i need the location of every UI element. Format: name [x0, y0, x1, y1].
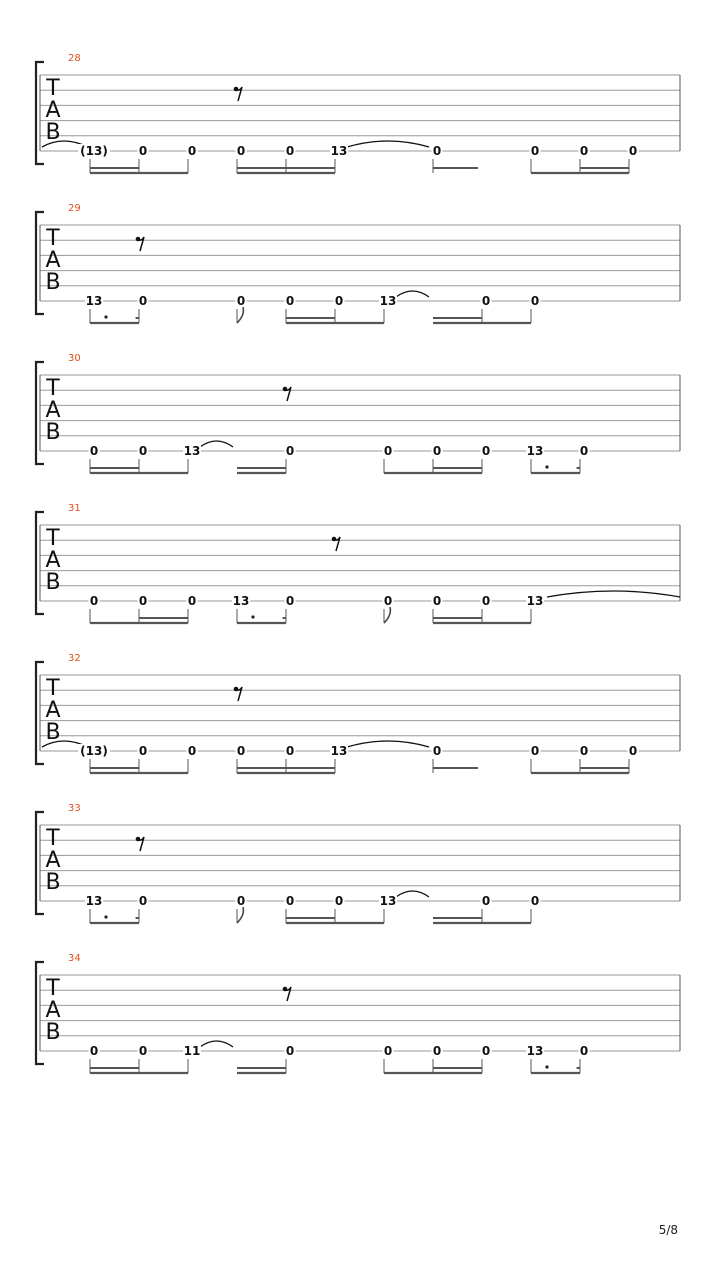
fret-number: 0	[138, 294, 148, 308]
tab-systems	[36, 53, 680, 1073]
tie-out-arc	[547, 591, 680, 597]
fret-number: 13	[330, 144, 348, 158]
tab-clef-letter: A	[45, 548, 61, 573]
fret-number: (13)	[80, 744, 108, 758]
note-flag	[237, 307, 243, 323]
tab-clef-letter: A	[45, 98, 61, 123]
fret-number: 0	[481, 444, 491, 458]
fret-number: 0	[628, 144, 638, 158]
tab-clef-letter: A	[45, 848, 61, 873]
tie-arc	[396, 291, 429, 297]
fret-number: 13	[85, 894, 103, 908]
fret-number: 13	[526, 1044, 544, 1058]
fret-number: 13	[526, 444, 544, 458]
fret-number: 0	[138, 744, 148, 758]
measure-number: 33	[68, 803, 81, 814]
fret-number: 0	[236, 144, 246, 158]
fret-number: 0	[530, 294, 540, 308]
fret-number: 0	[138, 444, 148, 458]
measure-number: 30	[68, 353, 81, 364]
tab-system	[36, 53, 680, 173]
tie-arc	[347, 741, 429, 747]
tab-clef-letter: B	[45, 870, 61, 895]
fret-number: 0	[334, 294, 344, 308]
measure-number: 29	[68, 203, 81, 214]
tab-clef-letter: B	[45, 420, 61, 445]
fret-number: 0	[579, 444, 589, 458]
fret-number: 0	[285, 444, 295, 458]
fret-number: 11	[183, 1044, 201, 1058]
tab-clef-letter: A	[45, 248, 61, 273]
tab-clef-letter: B	[45, 120, 61, 145]
tab-clef-letter: A	[45, 998, 61, 1023]
tab-clef-letter: B	[45, 720, 61, 745]
fret-number: 0	[236, 744, 246, 758]
tab-system	[36, 353, 680, 473]
tie-arc	[396, 891, 429, 897]
fret-number: 0	[187, 744, 197, 758]
tie-arc	[200, 441, 233, 447]
fret-number: 0	[89, 594, 99, 608]
tab-system	[36, 953, 680, 1073]
fret-number: 0	[138, 594, 148, 608]
tab-clef-letter: T	[46, 76, 60, 101]
fret-number: 0	[187, 144, 197, 158]
fret-number: 13	[526, 594, 544, 608]
fret-number: 0	[530, 894, 540, 908]
measure-number: 28	[68, 53, 81, 64]
tab-clef-letter: T	[46, 376, 60, 401]
fret-number: 0	[187, 594, 197, 608]
page-number: 5/8	[658, 1223, 678, 1237]
fret-number: 0	[530, 744, 540, 758]
fret-number: 0	[334, 894, 344, 908]
fret-number: 0	[432, 1044, 442, 1058]
measure-number: 32	[68, 653, 81, 664]
fret-number: 0	[285, 744, 295, 758]
tab-clef-letter: B	[45, 1020, 61, 1045]
fret-number: 0	[89, 444, 99, 458]
measure-number: 34	[68, 953, 81, 964]
tab-clef-letter: A	[45, 398, 61, 423]
fret-number: (13)	[80, 144, 108, 158]
fret-number: 0	[481, 594, 491, 608]
tab-clef-letter: T	[46, 676, 60, 701]
tab-system	[36, 653, 680, 773]
fret-number: 0	[285, 894, 295, 908]
fret-number: 13	[183, 444, 201, 458]
fret-number: 13	[232, 594, 250, 608]
fret-number: 0	[579, 144, 589, 158]
fret-number: 0	[138, 894, 148, 908]
fret-number: 0	[285, 1044, 295, 1058]
rhythm-dot	[545, 465, 548, 468]
fret-number: 13	[330, 744, 348, 758]
fret-number: 13	[379, 294, 397, 308]
tab-clef-letter: B	[45, 570, 61, 595]
fret-number: 0	[383, 444, 393, 458]
rhythm-dot	[104, 315, 107, 318]
rhythm-dot	[545, 1065, 548, 1068]
fret-number: 0	[432, 144, 442, 158]
tie-arc	[347, 141, 429, 147]
tab-clef-letter: B	[45, 270, 61, 295]
tab-clef-letter: T	[46, 976, 60, 1001]
fret-number: 0	[530, 144, 540, 158]
measure-number: 31	[68, 503, 81, 514]
fret-number: 0	[138, 144, 148, 158]
fret-number: 0	[579, 744, 589, 758]
fret-number: 0	[285, 294, 295, 308]
fret-number: 0	[481, 1044, 491, 1058]
fret-number: 0	[138, 1044, 148, 1058]
fret-number: 0	[89, 1044, 99, 1058]
fret-number: 13	[379, 894, 397, 908]
tab-system	[36, 803, 680, 923]
fret-number: 0	[432, 744, 442, 758]
rhythm-dot	[104, 915, 107, 918]
fret-number: 0	[481, 894, 491, 908]
fret-number: 0	[481, 294, 491, 308]
fret-number: 0	[285, 594, 295, 608]
fret-number: 0	[628, 744, 638, 758]
tab-system	[36, 503, 680, 623]
rhythm-dot	[251, 615, 254, 618]
note-flag	[237, 907, 243, 923]
fret-number: 13	[85, 294, 103, 308]
fret-number: 0	[236, 294, 246, 308]
fret-number: 0	[383, 594, 393, 608]
tie-arc	[200, 1041, 233, 1047]
tab-clef-letter: A	[45, 698, 61, 723]
fret-number: 0	[383, 1044, 393, 1058]
fret-number: 0	[579, 1044, 589, 1058]
fret-number: 0	[432, 594, 442, 608]
tab-clef-letter: T	[46, 226, 60, 251]
tab-clef-letter: T	[46, 826, 60, 851]
tab-clef-letter: T	[46, 526, 60, 551]
note-flag	[384, 607, 390, 623]
fret-number: 0	[285, 144, 295, 158]
fret-number: 0	[432, 444, 442, 458]
tab-system	[36, 203, 680, 323]
fret-number: 0	[236, 894, 246, 908]
